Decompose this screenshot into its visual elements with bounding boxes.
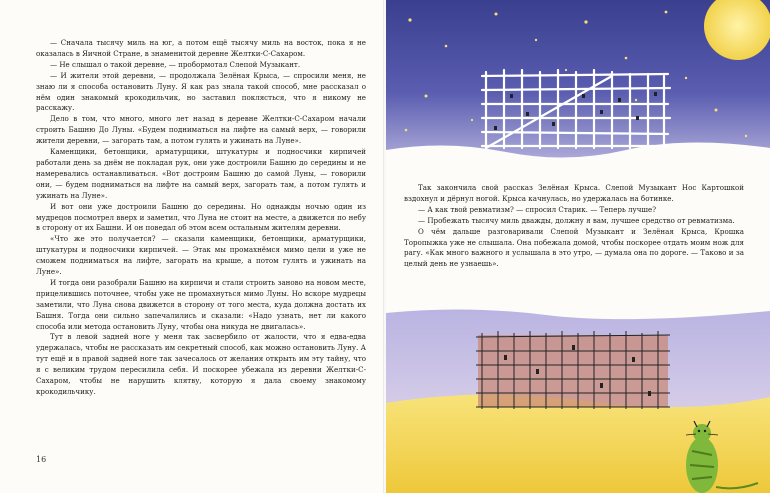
paragraph: О чём дальше разговаривали Слепой Музыкант и Зелёная Крыса, Крошка Торопыжка уже не слышала. Она побежала домой, чтобы поскорее отдать моим нож для рагу. «Как много важного я услышала в это утро, — думала она по дороге. — Таково и за целый день не узнаешь». xyxy=(404,226,744,269)
paragraph: Тут в левой задней ноге у меня так засвербило от жалости, что я едва-едва удержалась, чтобы не рассказать им секретный способ, как можно остановить Луну. А тут ещё и в правой задней ноге так зачесалось от желания открыть им эту тайну, что я с великим трудом пересилила себя. И поскорее убежала из деревни Желтки-С-Сахаром, чтобы не нарушить клятву, которую я дала своему знакомому крокодильчику. xyxy=(36,332,366,396)
paragraph: И тогда они разобрали Башню на кирпичи и стали строить заново на новом месте, прицелившись поточнее, чтобы уже не промахнуться мимо Луны. Но вскоре мудрецы заметили, что Луна снова движется в сторону от того места, куда должна достать их Башня. Тогда они сильно запечалились и сказали: «Надо узнать, нет ли какого способа или метода остановить Луну, чтобы она никуда не двигалась». xyxy=(36,277,366,331)
paragraph: — Сначала тысячу миль на юг, а потом ещё тысячу миль на восток, пока я не оказалась в Яичной Стране, в знаменитой деревне Желтки-С-Сахаром. xyxy=(36,38,366,58)
right-page-text xyxy=(404,183,744,270)
paragraph: — Пробежать тысячу миль дважды, должну я вам, лучшее средство от ревматизма. xyxy=(418,215,735,225)
paragraph: И вот они уже достроили Башню до середины. Но однажды ночью один из мудрецов посмотрел вверх и заметил, что Луна не стоит на месте, а движется по небу в сторону от их Башни. И он поведал об этом всем остальным жителям деревни. xyxy=(36,201,366,233)
page-number: 16 xyxy=(36,455,47,464)
night-tower-illustration xyxy=(386,0,770,168)
paragraph: — А как твой ревматизм? — спросил Старик. — Теперь лучше? xyxy=(418,204,657,214)
paragraph: — Не слышал о такой деревне, — пробормотал Слепой Музыкант. xyxy=(50,59,301,69)
paragraph: Так закончила свой рассказ Зелёная Крыса. Слепой Музыкант Нос Картошкой вздохнул и дёрнул ногой. Крыса качнулась, но удержалась на ботинке. xyxy=(404,183,744,203)
desert-tower-illustration xyxy=(386,305,770,493)
brick-tower xyxy=(476,331,670,409)
paragraph: Дело в том, что много, много лет назад в деревне Желтки-С-Сахаром начали строить Башню До Луны. «Будем подниматься на лифте на самый верх, — говорили жители деревни, — загорать там, а потом гулять и ужинать на Луне». xyxy=(36,114,366,146)
right-page xyxy=(386,0,770,493)
left-page xyxy=(0,0,384,493)
paragraph: «Что же это получается? — сказали каменщики, бетонщики, арматурщики, штукатуры и подносчики кирпичей. — Этак мы промахнёмся мимо цели и уже не сможем подниматься на лифте, загорать на крыше, а потом гулять и ужинать на Луне». xyxy=(36,234,366,277)
paragraph: — И жители этой деревни, — продолжала Зелёная Крыса, — спросили меня, не знаю ли я способа остановить Луну. Я как раз знала такой способ, мне рассказал о нём один знакомый крокодильчик, но заставил поклясться, что я никому не расскажу. xyxy=(36,70,366,113)
paragraph: Каменщики, бетонщики, арматурщики, штукатуры и подносчики кирпичей работали день за днём не покладая рук, они уже достроили Башню до середины и не намеревались останавливаться. «Вот достроим Башню до самой Луны, — говорили они, — будем подниматься на лифте на самый верх, загорать там, а потом гулять и ужинать на Луне». xyxy=(36,147,366,200)
left-page-text xyxy=(36,38,366,398)
